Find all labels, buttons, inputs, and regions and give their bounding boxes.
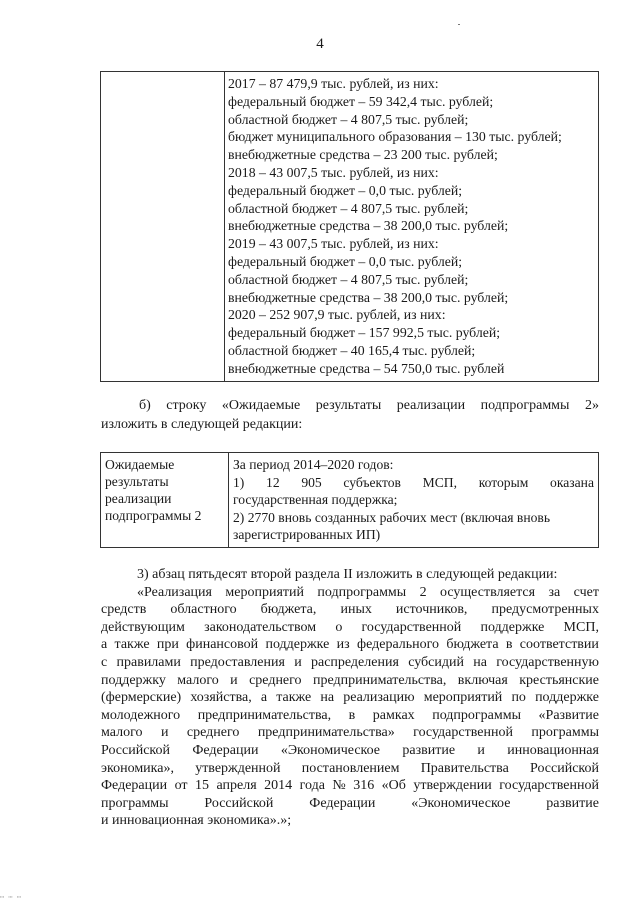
word: поддержку: [101, 672, 166, 688]
word: б): [139, 398, 151, 413]
paragraph-b-line-2: изложить в следующей редакции:: [101, 417, 303, 432]
section-3-line: [101, 777, 599, 795]
word: 905: [301, 474, 322, 490]
section-3-line: [101, 584, 599, 602]
word: на: [473, 654, 487, 670]
word: и: [160, 725, 169, 741]
word: 2014: [264, 778, 293, 794]
paragraph-b: [101, 396, 599, 434]
word: программы: [101, 795, 169, 811]
results-item-1: [233, 474, 594, 492]
word: также: [114, 637, 150, 653]
word: и: [230, 672, 238, 688]
word: по: [511, 690, 526, 706]
funding-line: внебюджетные средства – 38 200,0 тыс. рублей;: [228, 218, 509, 234]
results-label-cell: [101, 453, 229, 548]
word: субъектов: [343, 474, 401, 490]
word: поддержке: [480, 619, 545, 635]
funding-table: [100, 71, 599, 382]
word: экономика»,: [101, 760, 174, 776]
funding-table-row: [101, 72, 599, 382]
word: реализации: [396, 398, 466, 413]
word: «Экономическое: [411, 795, 511, 811]
word: распределения: [310, 654, 399, 670]
word: МСП,: [563, 619, 599, 635]
word: подпрограммы: [317, 584, 407, 600]
word: утвержденной: [195, 760, 281, 776]
word: малого: [177, 672, 219, 688]
funding-line: внебюджетные средства – 38 200,0 тыс. рублей;: [228, 289, 509, 305]
word: развитие: [546, 795, 599, 811]
word: 12: [266, 474, 280, 490]
word: счет: [573, 584, 599, 600]
funding-line: 2017 – 87 479,9 тыс. рублей, из них:: [228, 76, 439, 91]
section-3-line: [101, 689, 599, 707]
paragraph-b-line-1: [101, 396, 599, 415]
word: предпринимательства,: [197, 707, 332, 723]
section-3-last-line: и инновационная экономика».»;: [101, 813, 292, 829]
word: малого: [101, 725, 143, 741]
word: постановлением: [301, 760, 400, 776]
word: «Ожидаемые: [221, 398, 301, 413]
word: в: [348, 707, 356, 723]
funding-table-empty-cell: [101, 72, 225, 382]
funding-line: областной бюджет – 4 807,5 тыс. рублей;: [228, 111, 469, 127]
word: апреля: [216, 778, 257, 794]
section-3-line: [101, 742, 599, 760]
section-3-line: [101, 760, 599, 778]
word: и: [477, 742, 485, 758]
word: Правительства: [420, 760, 509, 776]
word: реализацию: [343, 690, 415, 706]
section-3-line: [101, 636, 599, 654]
funding-line: федеральный бюджет – 0,0 тыс. рублей;: [228, 253, 463, 269]
word: предоставления: [190, 654, 285, 670]
word: соответствии: [519, 637, 599, 653]
section-3-line: [101, 619, 599, 637]
word: года: [299, 778, 325, 794]
word: 2»: [584, 398, 599, 413]
word: предусмотренных: [491, 602, 599, 618]
word: и: [294, 654, 302, 670]
word: действующим: [101, 619, 185, 635]
word: осуществляется: [440, 584, 536, 600]
label-line: результаты: [105, 474, 169, 489]
word: развитие: [402, 742, 456, 758]
funding-line: областной бюджет – 4 807,5 тыс. рублей;: [228, 271, 469, 287]
word: включая: [457, 672, 508, 688]
word: законодательством: [204, 619, 317, 635]
word: Российской: [101, 742, 170, 758]
word: 15: [195, 778, 209, 794]
label-line: Ожидаемые: [105, 457, 175, 472]
word: федерального: [357, 637, 440, 653]
word: мероприятий: [225, 584, 304, 600]
word: «Реализация: [137, 584, 212, 600]
word: при: [156, 637, 179, 653]
word: предпринимательства»: [257, 725, 395, 741]
word: хозяйства,: [190, 690, 252, 706]
word: от: [174, 778, 188, 794]
section-3-line: [101, 724, 599, 742]
word: «Об: [381, 778, 406, 794]
word: молодежного: [101, 707, 181, 723]
funding-line: федеральный бюджет – 0,0 тыс. рублей;: [228, 182, 463, 198]
section-3-line: [101, 672, 599, 690]
word: №: [332, 778, 346, 794]
word: предпринимательства,: [312, 672, 447, 688]
word: а: [260, 690, 268, 706]
word: Федерации: [192, 742, 259, 758]
word: Российской: [530, 760, 599, 776]
funding-line: федеральный бюджет – 157 992,5 тыс. рублей;: [228, 325, 501, 341]
word: мероприятий: [423, 690, 503, 706]
word: (фермерские): [101, 690, 182, 706]
word: подпрограммы: [432, 707, 521, 723]
funding-line: 2020 – 252 907,9 тыс. рублей, из них:: [228, 307, 446, 323]
word: областного: [170, 602, 237, 618]
section-3: [101, 566, 599, 830]
section-3-line: [101, 795, 599, 813]
word: субсидий: [408, 654, 464, 670]
word: бюджета: [446, 637, 499, 653]
word: бюджета,: [260, 602, 317, 618]
funding-line: 2019 – 43 007,5 тыс. рублей, из них:: [228, 236, 439, 252]
word: оказана: [550, 474, 594, 490]
word: поддержке: [265, 637, 330, 653]
funding-line: 2018 – 43 007,5 тыс. рублей, из них:: [228, 164, 439, 180]
funding-line: областной бюджет – 40 165,4 тыс. рублей;: [228, 342, 476, 358]
word: «Развитие: [538, 707, 599, 723]
word: в: [505, 637, 513, 653]
word: также: [276, 690, 312, 706]
funding-table-text-cell: [225, 72, 599, 382]
scan-dot: [458, 24, 460, 25]
word: программы: [531, 725, 599, 741]
word: рамках: [372, 707, 415, 723]
results-item-2-cont: зарегистрированных ИП): [233, 527, 381, 542]
page-number: 4: [316, 36, 324, 52]
results-table: [100, 452, 599, 548]
word: среднего: [249, 672, 302, 688]
word: «Экономическое: [280, 742, 381, 758]
word: Федерации: [101, 778, 168, 794]
word: утверждении: [413, 778, 492, 794]
word: 2: [419, 584, 427, 600]
word: Российской: [204, 795, 274, 811]
results-text-cell: [229, 453, 599, 548]
section-3-line: [101, 601, 599, 619]
funding-line: областной бюджет – 4 807,5 тыс. рублей;: [228, 200, 469, 216]
word: среднего: [186, 725, 240, 741]
word: иных: [340, 602, 372, 618]
word: о: [335, 619, 343, 635]
word: государственной: [413, 725, 513, 741]
word: источников,: [395, 602, 468, 618]
results-item-1-cont: государственная поддержка;: [233, 492, 398, 507]
results-item-2: 2) 2770 вновь созданных рабочих мест (включая вновь: [233, 509, 551, 525]
word: а: [101, 637, 108, 653]
results-table-row: [101, 453, 599, 548]
funding-line: внебюджетные средства – 23 200 тыс. рублей;: [228, 147, 498, 163]
section-3-intro: 3) абзац пятьдесят второй раздела II изложить в следующей редакции:: [137, 567, 558, 582]
word: Федерации: [309, 795, 376, 811]
word: крестьянские: [519, 672, 599, 688]
section-3-body: [101, 584, 599, 813]
word: с: [101, 654, 108, 670]
word: государственную: [496, 654, 599, 670]
word: финансовой: [186, 637, 259, 653]
word: средств: [101, 602, 147, 618]
section-3-line: [101, 654, 599, 672]
funding-line: федеральный бюджет – 59 342,4 тыс. рублей;: [228, 93, 494, 109]
word: МСП,: [422, 474, 458, 490]
word: подпрограммы: [480, 398, 570, 413]
scan-margin-mark: ⋯ ⋯ ⋯: [0, 893, 22, 901]
word: которым: [478, 474, 529, 490]
word: правилами: [116, 654, 181, 670]
word: государственной: [499, 778, 599, 794]
word: результаты: [315, 398, 382, 413]
word: 316: [353, 778, 375, 794]
word: инновационная: [507, 742, 599, 758]
funding-line: внебюджетные средства – 54 750,0 тыс. рублей: [228, 360, 505, 376]
word: строку: [166, 398, 207, 413]
results-period: За период 2014–2020 годов:: [233, 457, 394, 472]
funding-line: бюджет муниципального образования – 130 тыс. рублей;: [228, 129, 562, 145]
label-line: подпрограммы 2: [105, 508, 202, 523]
word: поддержке: [535, 690, 599, 706]
word: за: [548, 584, 561, 600]
word: 1): [233, 474, 245, 490]
label-line: реализации: [105, 491, 172, 506]
word: из: [336, 637, 350, 653]
word: на: [320, 690, 335, 706]
section-3-line: [101, 707, 599, 725]
word: государственной: [361, 619, 462, 635]
